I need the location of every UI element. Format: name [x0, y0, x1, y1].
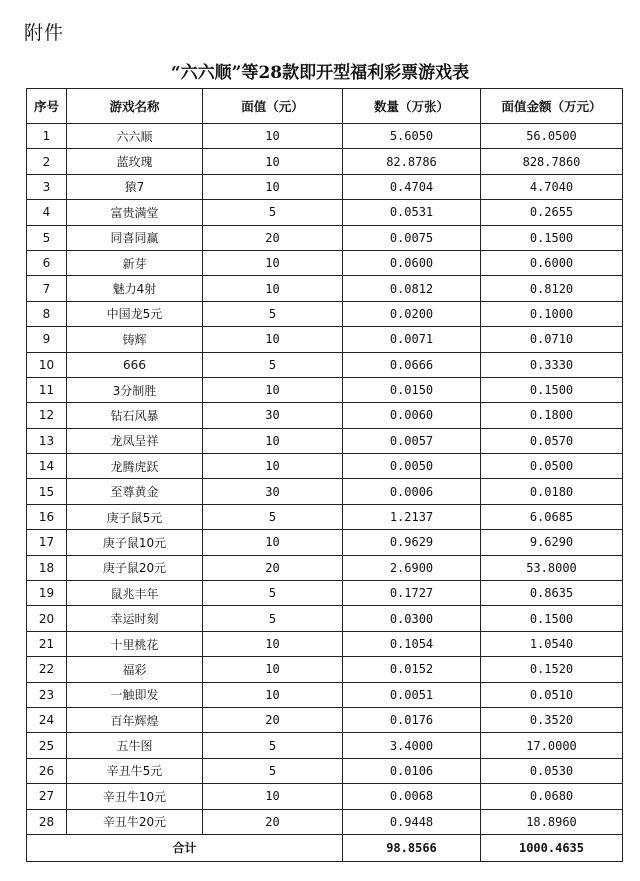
table-total-row	[27, 834, 623, 861]
cell-game-name: 666	[67, 352, 203, 377]
cell-face-amount: 0.8120	[481, 276, 623, 301]
cell-quantity: 3.4000	[343, 733, 481, 758]
cell-face-amount: 0.0510	[481, 682, 623, 707]
cell-game-name: 鼠兆丰年	[67, 581, 203, 606]
cell-face-amount: 0.1520	[481, 657, 623, 682]
cell-serial-number: 20	[27, 606, 67, 631]
table-body	[27, 124, 623, 835]
cell-face-value: 5	[203, 301, 343, 326]
table-row	[27, 479, 623, 504]
cell-serial-number: 12	[27, 403, 67, 428]
total-amount: 1000.4635	[481, 834, 623, 861]
table-row	[27, 657, 623, 682]
cell-face-amount: 0.1500	[481, 377, 623, 402]
cell-quantity: 0.0666	[343, 352, 481, 377]
cell-serial-number: 6	[27, 250, 67, 275]
cell-face-amount: 0.0500	[481, 454, 623, 479]
header-quantity: 数量（万张）	[343, 89, 481, 124]
table-row	[27, 327, 623, 352]
table-row	[27, 733, 623, 758]
cell-game-name: 富贵满堂	[67, 200, 203, 225]
cell-game-name: 福彩	[67, 657, 203, 682]
cell-face-amount: 0.1500	[481, 225, 623, 250]
table-row	[27, 504, 623, 529]
document-title: “六六顺”等28款即开型福利彩票游戏表	[170, 63, 470, 83]
cell-game-name: 一触即发	[67, 682, 203, 707]
cell-face-amount: 0.3330	[481, 352, 623, 377]
cell-face-value: 10	[203, 149, 343, 174]
cell-serial-number: 19	[27, 581, 67, 606]
cell-face-value: 10	[203, 327, 343, 352]
cell-serial-number: 2	[27, 149, 67, 174]
cell-serial-number: 28	[27, 809, 67, 834]
cell-face-amount: 0.1500	[481, 606, 623, 631]
table-row	[27, 606, 623, 631]
cell-serial-number: 25	[27, 733, 67, 758]
cell-face-amount: 6.0685	[481, 504, 623, 529]
lottery-games-table	[26, 88, 623, 862]
cell-game-name: 至尊黄金	[67, 479, 203, 504]
cell-face-amount: 0.3520	[481, 707, 623, 732]
cell-face-amount: 18.8960	[481, 809, 623, 834]
cell-game-name: 蓝玫瑰	[67, 149, 203, 174]
cell-quantity: 0.1727	[343, 581, 481, 606]
cell-quantity: 1.2137	[343, 504, 481, 529]
cell-quantity: 0.0006	[343, 479, 481, 504]
table-row	[27, 377, 623, 402]
attachment-label: 附件	[24, 22, 65, 44]
table-row	[27, 124, 623, 149]
cell-quantity: 0.0075	[343, 225, 481, 250]
header-face-amount: 面值金额（万元）	[481, 89, 623, 124]
table-row	[27, 707, 623, 732]
table-row	[27, 301, 623, 326]
cell-quantity: 0.0812	[343, 276, 481, 301]
cell-quantity: 0.1054	[343, 631, 481, 656]
table-row	[27, 555, 623, 580]
table-row	[27, 682, 623, 707]
cell-face-value: 10	[203, 174, 343, 199]
cell-face-value: 5	[203, 733, 343, 758]
cell-game-name: 庚子鼠10元	[67, 530, 203, 555]
cell-face-value: 10	[203, 530, 343, 555]
cell-quantity: 0.4704	[343, 174, 481, 199]
cell-face-value: 5	[203, 758, 343, 783]
cell-serial-number: 16	[27, 504, 67, 529]
cell-quantity: 0.0060	[343, 403, 481, 428]
cell-face-value: 10	[203, 250, 343, 275]
table-row	[27, 784, 623, 809]
cell-face-value: 20	[203, 809, 343, 834]
cell-face-amount: 0.6000	[481, 250, 623, 275]
cell-serial-number: 14	[27, 454, 67, 479]
cell-game-name: 龙凤呈祥	[67, 428, 203, 453]
table-row	[27, 250, 623, 275]
cell-quantity: 0.0050	[343, 454, 481, 479]
cell-face-value: 5	[203, 581, 343, 606]
header-serial-number: 序号	[27, 89, 67, 124]
cell-face-amount: 56.0500	[481, 124, 623, 149]
cell-game-name: 庚子鼠5元	[67, 504, 203, 529]
cell-quantity: 0.0071	[343, 327, 481, 352]
cell-quantity: 0.0057	[343, 428, 481, 453]
cell-quantity: 0.9629	[343, 530, 481, 555]
cell-face-amount: 828.7860	[481, 149, 623, 174]
cell-quantity: 0.0152	[343, 657, 481, 682]
cell-serial-number: 17	[27, 530, 67, 555]
cell-face-value: 20	[203, 225, 343, 250]
cell-serial-number: 3	[27, 174, 67, 199]
cell-face-amount: 0.8635	[481, 581, 623, 606]
cell-serial-number: 8	[27, 301, 67, 326]
cell-serial-number: 11	[27, 377, 67, 402]
cell-game-name: 3分制胜	[67, 377, 203, 402]
cell-game-name: 庚子鼠20元	[67, 555, 203, 580]
cell-serial-number: 15	[27, 479, 67, 504]
cell-face-value: 10	[203, 784, 343, 809]
cell-game-name: 同喜同赢	[67, 225, 203, 250]
cell-face-amount: 0.0710	[481, 327, 623, 352]
table-header-row	[27, 89, 623, 124]
cell-face-value: 30	[203, 403, 343, 428]
cell-game-name: 魅力4射	[67, 276, 203, 301]
cell-face-value: 10	[203, 377, 343, 402]
cell-serial-number: 10	[27, 352, 67, 377]
cell-face-value: 5	[203, 606, 343, 631]
table-row	[27, 276, 623, 301]
cell-face-value: 10	[203, 454, 343, 479]
cell-game-name: 十里桃花	[67, 631, 203, 656]
cell-face-value: 10	[203, 631, 343, 656]
cell-serial-number: 13	[27, 428, 67, 453]
header-game-name: 游戏名称	[67, 89, 203, 124]
cell-quantity: 0.0176	[343, 707, 481, 732]
cell-face-amount: 0.1800	[481, 403, 623, 428]
cell-game-name: 辛丑牛5元	[67, 758, 203, 783]
cell-game-name: 猿7	[67, 174, 203, 199]
cell-game-name: 辛丑牛20元	[67, 809, 203, 834]
table-row	[27, 428, 623, 453]
cell-quantity: 0.0150	[343, 377, 481, 402]
cell-quantity: 0.9448	[343, 809, 481, 834]
cell-face-value: 5	[203, 352, 343, 377]
cell-face-value: 10	[203, 124, 343, 149]
cell-quantity: 0.0106	[343, 758, 481, 783]
cell-game-name: 辛丑牛10元	[67, 784, 203, 809]
table-row	[27, 454, 623, 479]
cell-face-amount: 1.0540	[481, 631, 623, 656]
cell-game-name: 新芽	[67, 250, 203, 275]
cell-face-amount: 4.7040	[481, 174, 623, 199]
cell-face-value: 10	[203, 682, 343, 707]
cell-serial-number: 5	[27, 225, 67, 250]
cell-serial-number: 4	[27, 200, 67, 225]
table-row	[27, 809, 623, 834]
cell-face-value: 5	[203, 504, 343, 529]
cell-serial-number: 21	[27, 631, 67, 656]
cell-face-value: 30	[203, 479, 343, 504]
cell-quantity: 0.0531	[343, 200, 481, 225]
cell-face-value: 5	[203, 200, 343, 225]
cell-quantity: 5.6050	[343, 124, 481, 149]
table-row	[27, 149, 623, 174]
cell-serial-number: 23	[27, 682, 67, 707]
cell-game-name: 百年辉煌	[67, 707, 203, 732]
cell-quantity: 0.0068	[343, 784, 481, 809]
cell-face-value: 10	[203, 657, 343, 682]
cell-serial-number: 7	[27, 276, 67, 301]
table-row	[27, 758, 623, 783]
cell-face-value: 20	[203, 707, 343, 732]
table-row	[27, 352, 623, 377]
cell-serial-number: 1	[27, 124, 67, 149]
table-row	[27, 174, 623, 199]
cell-quantity: 0.0600	[343, 250, 481, 275]
cell-face-amount: 0.0530	[481, 758, 623, 783]
cell-serial-number: 18	[27, 555, 67, 580]
table-row	[27, 200, 623, 225]
table-row	[27, 631, 623, 656]
table-row	[27, 581, 623, 606]
cell-quantity: 2.6900	[343, 555, 481, 580]
total-label: 合计	[27, 834, 343, 861]
cell-serial-number: 27	[27, 784, 67, 809]
cell-face-amount: 0.2655	[481, 200, 623, 225]
cell-game-name: 龙腾虎跃	[67, 454, 203, 479]
header-face-value: 面值（元）	[203, 89, 343, 124]
cell-face-amount: 17.0000	[481, 733, 623, 758]
cell-face-amount: 0.1000	[481, 301, 623, 326]
cell-face-amount: 53.8000	[481, 555, 623, 580]
cell-serial-number: 22	[27, 657, 67, 682]
total-quantity: 98.8566	[343, 834, 481, 861]
cell-quantity: 0.0051	[343, 682, 481, 707]
cell-serial-number: 26	[27, 758, 67, 783]
cell-quantity: 82.8786	[343, 149, 481, 174]
cell-game-name: 六六顺	[67, 124, 203, 149]
cell-face-value: 10	[203, 428, 343, 453]
cell-quantity: 0.0200	[343, 301, 481, 326]
cell-game-name: 钻石风暴	[67, 403, 203, 428]
table-row	[27, 530, 623, 555]
cell-face-amount: 0.0180	[481, 479, 623, 504]
cell-face-value: 10	[203, 276, 343, 301]
cell-game-name: 五牛图	[67, 733, 203, 758]
cell-quantity: 0.0300	[343, 606, 481, 631]
cell-face-value: 20	[203, 555, 343, 580]
cell-game-name: 铸辉	[67, 327, 203, 352]
cell-face-amount: 0.0570	[481, 428, 623, 453]
cell-face-amount: 0.0680	[481, 784, 623, 809]
cell-face-amount: 9.6290	[481, 530, 623, 555]
table-row	[27, 225, 623, 250]
table-row	[27, 403, 623, 428]
cell-serial-number: 24	[27, 707, 67, 732]
cell-game-name: 幸运时刻	[67, 606, 203, 631]
cell-game-name: 中国龙5元	[67, 301, 203, 326]
cell-serial-number: 9	[27, 327, 67, 352]
